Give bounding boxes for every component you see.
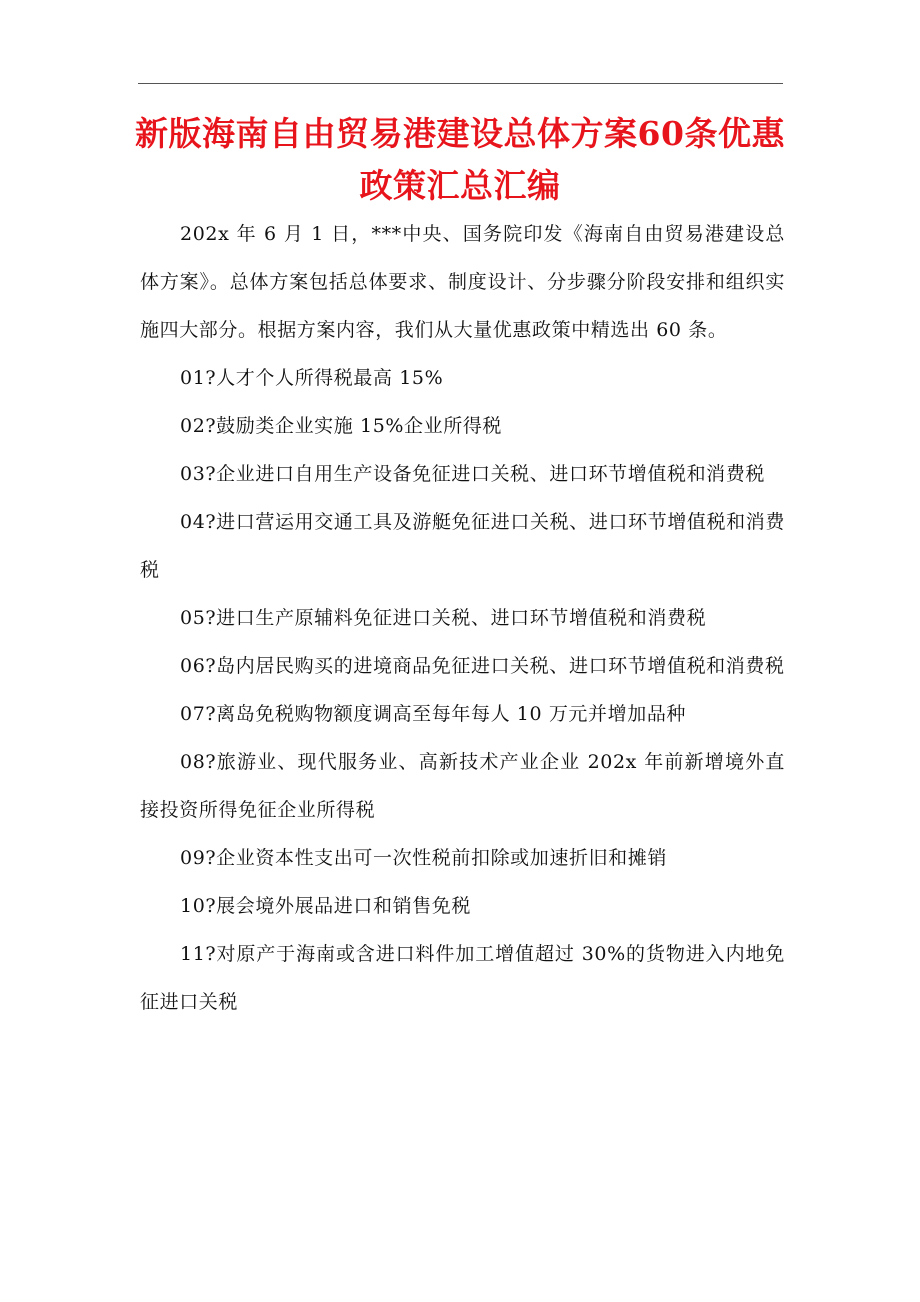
policy-item: 08?旅游业、现代服务业、高新技术产业企业 202x 年前新增境外直接投资所得免征企业所得税 [140, 751, 785, 821]
policy-item: 01?人才个人所得税最高 15% [180, 367, 444, 389]
policy-item: 06?岛内居民购买的进境商品免征进口关税、进口环节增值税和消费税 [180, 655, 785, 677]
header-rule [138, 83, 783, 84]
policy-item: 10?展会境外展品进口和销售免税 [180, 895, 471, 917]
document-title: 新版海南自由贸易港建设总体方案60条优惠政策汇总汇编 [135, 114, 785, 205]
intro-paragraph: 202x 年 6 月 1 日，***中央、国务院印发《海南自由贸易港建设总体方案》。总体方案包括总体要求、制度设计、分步骤分阶段安排和组织实施四大部分。根据方案内容，我们从大量优惠政策中精选出 60 条。 [140, 223, 785, 341]
policy-item: 09?企业资本性支出可一次性税前扣除或加速折旧和摊销 [180, 847, 667, 869]
document-body [140, 210, 785, 1026]
policy-item: 05?进口生产原辅料免征进口关税、进口环节增值税和消费税 [180, 607, 707, 629]
policy-item: 02?鼓励类企业实施 15%企业所得税 [180, 415, 503, 437]
policy-item: 11?对原产于海南或含进口料件加工增值超过 30%的货物进入内地免征进口关税 [140, 943, 785, 1013]
policy-item: 03?企业进口自用生产设备免征进口关税、进口环节增值税和消费税 [180, 463, 765, 485]
policy-item: 07?离岛免税购物额度调高至每年每人 10 万元并增加品种 [180, 703, 687, 725]
policy-item: 04?进口营运用交通工具及游艇免征进口关税、进口环节增值税和消费税 [140, 511, 785, 581]
